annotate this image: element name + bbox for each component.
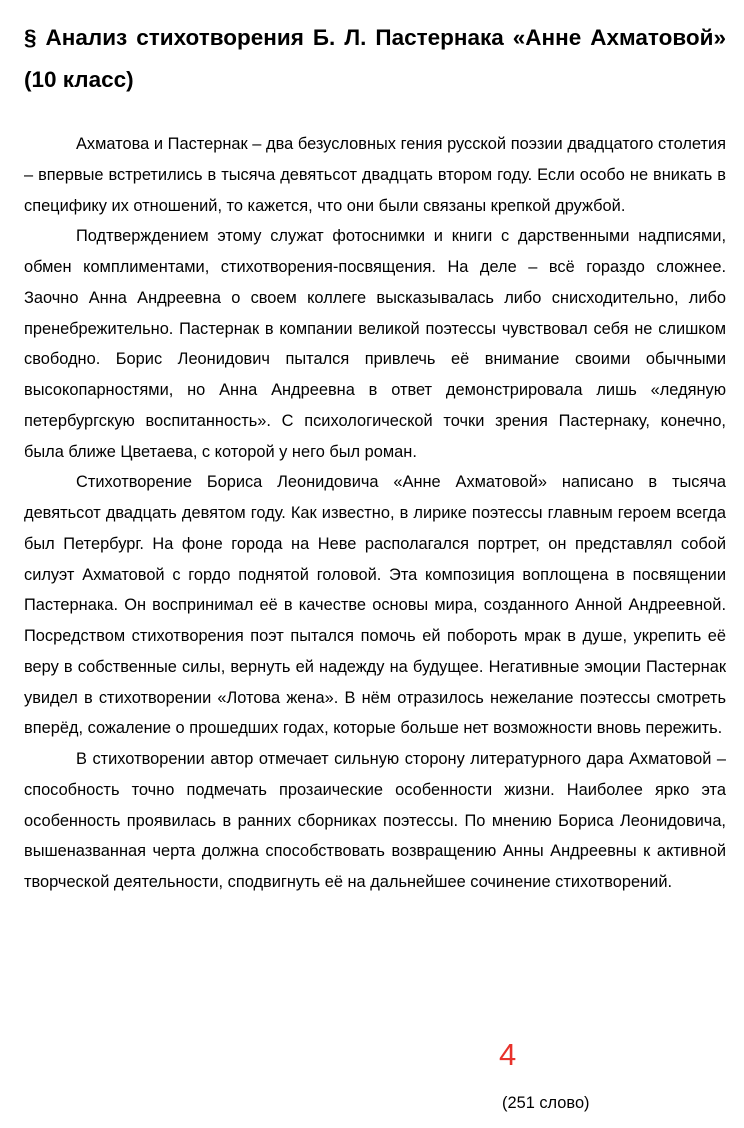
page-mark: 4 (499, 1037, 517, 1072)
document-title: § Анализ стихотворения Б. Л. Пастернака «Анне Ахматовой» (10 класс) (24, 25, 726, 92)
paragraph-4: В стихотворении автор отмечает сильную сторону литературного дара Ахматовой – способность точно подмечать прозаические особенности жизни. Наиболее ярко эта особенность проявилась в ранних сборниках поэтессы. По мнению Бориса Леонидовича, вышеназванная черта должна способствовать возвращению Анны Андреевны к активной творческой деятельности, сподвигнуть её на дальнейшее сочинение стихотворений. (24, 750, 726, 891)
paragraph-2: Подтверждением этому служат фотоснимки и книги с дарственными надписями, обмен комплиментами, стихотворения-посвящения. На деле – всё гораздо сложнее. Заочно Анна Андреевна о своем коллеге высказывалась либо снисходительно, либо пренебрежительно. Пастернак в компании великой поэтессы чувствовал себя не слишком свободно. Борис Леонидович пытался привлечь её внимание своими обычными высокопарностями, но Анна Андреевна в ответ демонстрировала лишь «ледяную петербургскую воспитанность». С психологической точки зрения Пастернаку, конечно, была ближе Цветаева, с которой у него был роман. (24, 227, 726, 461)
word-count: (251 слово) (502, 1094, 590, 1112)
paragraph-1: Ахматова и Пастернак – два безусловных гения русской поэзии двадцатого столетия – впервые встретились в тысяча девятьсот двадцать втором году. Если особо не вникать в специфику их отношений, то кажется, что они были связаны крепкой дружбой. (24, 135, 726, 215)
document-body (24, 129, 726, 898)
paragraph-3: Стихотворение Бориса Леонидовича «Анне Ахматовой» написано в тысяча девятьсот двадцать девятом году. Как известно, в лирике поэтессы главным героем всегда был Петербург. На фоне города на Неве располагался портрет, он представлял собой силуэт Ахматовой с гордо поднятой головой. Эта композиция воплощена в посвящении Пастернака. Он воспринимал её в качестве основы мира, созданного Анной Андреевной. Посредством стихотворения поэт пытался помочь ей побороть мрак в душе, укрепить её веру в собственные силы, вернуть ей надежду на будущее. Негативные эмоции Пастернак увидел в стихотворении «Лотова жена». В нём отразилось нежелание поэтессы смотреть вперёд, сожаление о прошедших годах, которые больше нет возможности вновь пережить. (24, 473, 726, 738)
